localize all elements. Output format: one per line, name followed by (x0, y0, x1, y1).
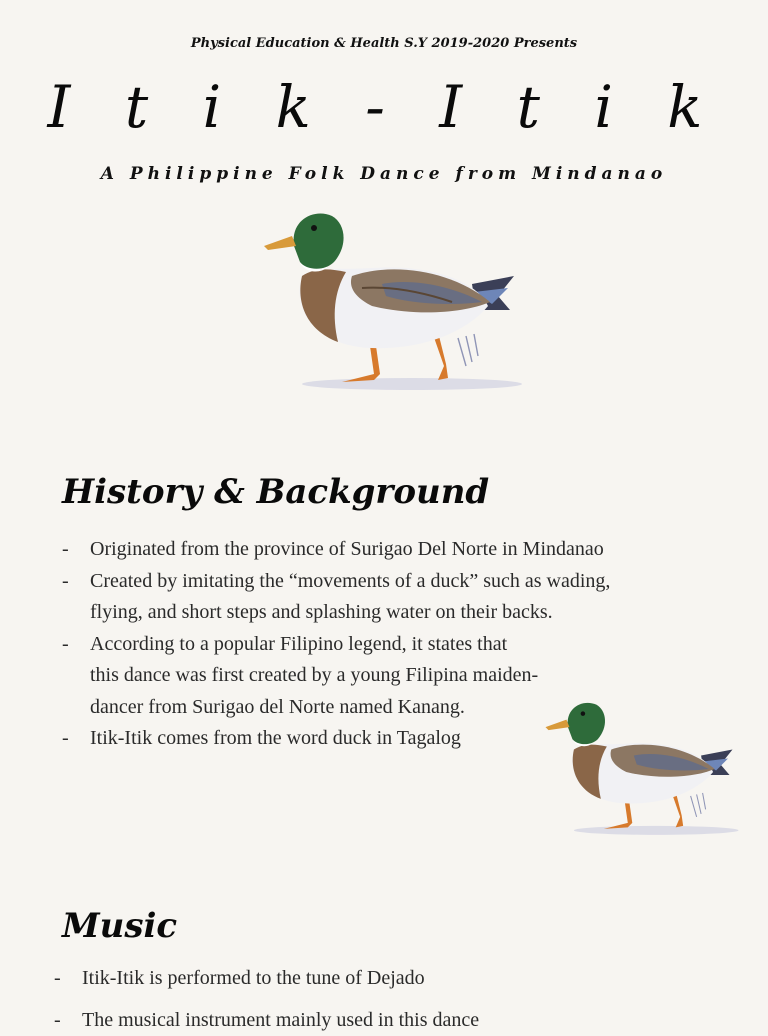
mallard-duck-illustration-small (544, 696, 740, 842)
mallard-duck-illustration (262, 206, 524, 398)
section-heading-history: History & Background (62, 472, 489, 512)
list-item: - Created by imitating the “movements of a duck” such as wading, flying, and short steps and splashing water on their backs. (62, 566, 622, 629)
list-item: - According to a popular Filipino legend, it states that this dance was first created by a young Filipina maiden-dancer from Surigao del Norte named Kanang. (62, 629, 540, 724)
music-list (54, 963, 654, 1036)
list-item: - Itik-Itik comes from the word duck in Tagalog (62, 723, 622, 755)
history-list (62, 534, 622, 755)
page-subtitle: A Philippine Folk Dance from Mindanao (0, 164, 768, 184)
page-title: I t i k - I t i k (0, 78, 768, 136)
list-item: - Originated from the province of Surigao Del Norte in Mindanao (62, 534, 622, 566)
list-item: - The musical instrument mainly used in this dance (54, 1005, 654, 1036)
list-item: - Itik-Itik is performed to the tune of Dejado (54, 963, 654, 995)
section-heading-music: Music (62, 906, 177, 946)
presents-line: Physical Education & Health S.Y 2019-2020 Presents (0, 36, 768, 51)
